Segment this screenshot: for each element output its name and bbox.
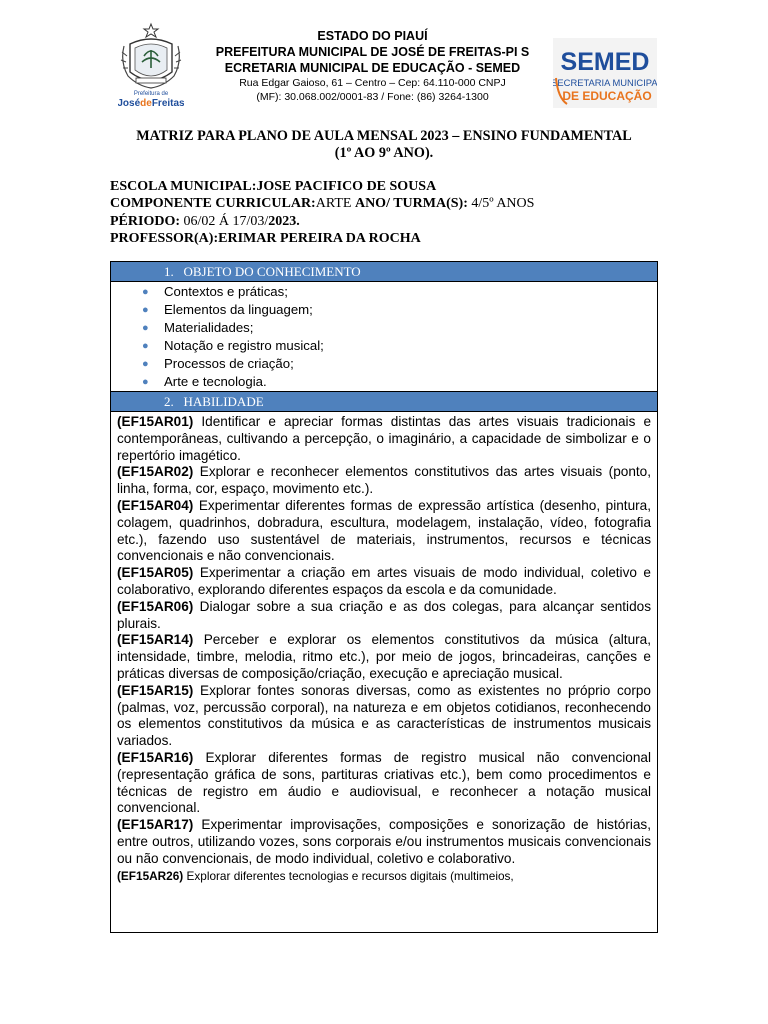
skill-code: (EF15AR04) (117, 497, 194, 513)
skill-code: (EF15AR02) (117, 464, 194, 480)
bullet-icon: ● (142, 286, 149, 298)
skill-text: Explorar e reconhecer elementos constitutivos das artes visuais (ponto, linha, forma, cor, espaço, movimento etc.). (117, 464, 651, 497)
bullet-icon: ● (142, 304, 149, 316)
knowledge-object-item: ● Elementos da linguagem; (142, 302, 313, 317)
skills-list (111, 412, 657, 884)
period-line: PÉRIODO: 06/02 Á 17/03/2023. (110, 213, 300, 229)
skill-item (117, 868, 651, 885)
semed-logo (553, 38, 657, 108)
svg-text:SECRETARIA MUNICIPAL: SECRETARIA MUNICIPAL (553, 77, 657, 88)
address-line: Rua Edgar Gaioso, 61 – Centro – Cep: 64.110-000 CNPJ (239, 77, 506, 89)
svg-text:SEMED: SEMED (560, 48, 650, 76)
component-line: COMPONENTE CURRICULAR:ARTE ANO/ TURMA(S): 4/5º ANOS (110, 196, 535, 212)
skill-item (117, 414, 651, 464)
skill-text: Identificar e apreciar formas distintas das artes visuais tradicionais e contemporâneas, cultivando a percepção, o imaginário, a capacidade de simbolizar e o repertório imagético. (117, 414, 651, 463)
skill-code: (EF15AR17) (117, 817, 194, 833)
knowledge-object-item: ● Materialidades; (142, 320, 254, 335)
skill-item (117, 599, 651, 633)
skill-code: (EF15AR14) (117, 632, 194, 648)
skill-text: Experimentar improvisações, composições e sonorização de histórias, entre outros, utilizando vozes, sons corporais e/ou instrumentos musicais convencionais ou não convencionais, de modo individual, coletivo e colaborativo. (117, 817, 651, 866)
section-heading-habilidade: 2. HABILIDADE (111, 391, 657, 412)
skill-text: Explorar diferentes formas de registro musical não convencional (representação gráfica de sons, partituras criativas etc.), bem como procedimentos e técnicas de registro em áudio e audiovisual, e reconhecer a notação musical convencional. (117, 749, 651, 816)
bullet-icon: ● (142, 322, 149, 334)
skill-text: Perceber e explorar os elementos constitutivos da música (altura, intensidade, timbre, melodia, ritmo etc.), por meio de jogos, brincadeiras, canções e práticas diversas de composição/criação, execução e apreciação musical. (117, 632, 651, 681)
bullet-icon: ● (142, 358, 149, 370)
skill-item (117, 817, 651, 867)
skill-text: Dialogar sobre a sua criação e as dos colegas, para alcançar sentidos plurais. (117, 598, 651, 631)
teacher-line: PROFESSOR(A):ERIMAR PEREIRA DA ROCHA (110, 230, 421, 246)
knowledge-object-item: ● Contextos e práticas; (142, 284, 288, 299)
skill-text: Explorar diferentes tecnologias e recursos digitais (multimeios, (183, 868, 514, 883)
skill-code: (EF15AR05) (117, 565, 194, 581)
contact-line: (MF): 30.068.002/0001-83 / Fone: (86) 3264-1300 (256, 91, 489, 103)
lesson-plan-table (110, 261, 658, 933)
skill-text: Explorar fontes sonoras diversas, como as existentes no próprio corpo (palmas, voz, percussão corporal), na natureza e em objetos cotidianos, reconhecendo os elementos constitutivos da música e as características de instrumentos musicais variados. (117, 682, 651, 749)
document-title: MATRIZ PARA PLANO DE AULA MENSAL 2023 – ENSINO FUNDAMENTAL (1º AO 9º ANO). (136, 128, 632, 161)
skill-text: Experimentar diferentes formas de expressão artística (desenho, pintura, colagem, quadrinhos, dobradura, escultura, modelagem, instalação, vídeo, fotografia etc.), fazendo uso sustentável de materiais, instrumentos, recursos e técnicas convencionais e não convencionais. (117, 497, 651, 564)
svg-text:DE EDUCAÇÃO: DE EDUCAÇÃO (562, 89, 652, 103)
skill-code: (EF15AR26) (117, 868, 184, 883)
bullet-icon: ● (142, 340, 149, 352)
knowledge-object-item: ● Notação e registro musical; (142, 338, 324, 353)
skill-code: (EF15AR06) (117, 598, 194, 614)
svg-text:Prefeitura de: Prefeitura de (133, 91, 169, 97)
skill-code: (EF15AR15) (117, 682, 194, 698)
secretariat-name: ECRETARIA MUNICIPAL DE EDUCAÇÃO - SEMED (224, 61, 521, 75)
svg-text:JosédeFreitas: JosédeFreitas (118, 98, 184, 108)
state-name: ESTADO DO PIAUÍ (317, 29, 428, 43)
municipal-crest-logo (118, 22, 184, 108)
skill-item (117, 632, 651, 682)
letterhead-text (190, 28, 555, 104)
skill-item (117, 565, 651, 599)
letterhead (110, 0, 658, 110)
knowledge-objects-list (111, 282, 657, 391)
skill-item (117, 464, 651, 498)
prefecture-name: PREFEITURA MUNICIPAL DE JOSÉ DE FREITAS-PI S (215, 45, 530, 59)
skill-code: (EF15AR16) (117, 749, 194, 765)
section-heading-objeto: 1. OBJETO DO CONHECIMENTO (111, 262, 657, 282)
knowledge-object-item: ● Arte e tecnologia. (142, 374, 267, 389)
skill-item (117, 750, 651, 817)
skill-code: (EF15AR01) (117, 414, 194, 429)
skill-item (117, 498, 651, 565)
school-line: ESCOLA MUNICIPAL:JOSE PACIFICO DE SOUSA (110, 179, 437, 194)
knowledge-object-item: ● Processos de criação; (142, 356, 294, 371)
skill-text: Experimentar a criação em artes visuais de modo individual, coletivo e colaborativo, explorando diferentes espaços da escola e da comunidade. (117, 565, 651, 597)
bullet-icon: ● (142, 376, 149, 388)
plan-info (110, 178, 670, 247)
skill-item (117, 683, 651, 750)
